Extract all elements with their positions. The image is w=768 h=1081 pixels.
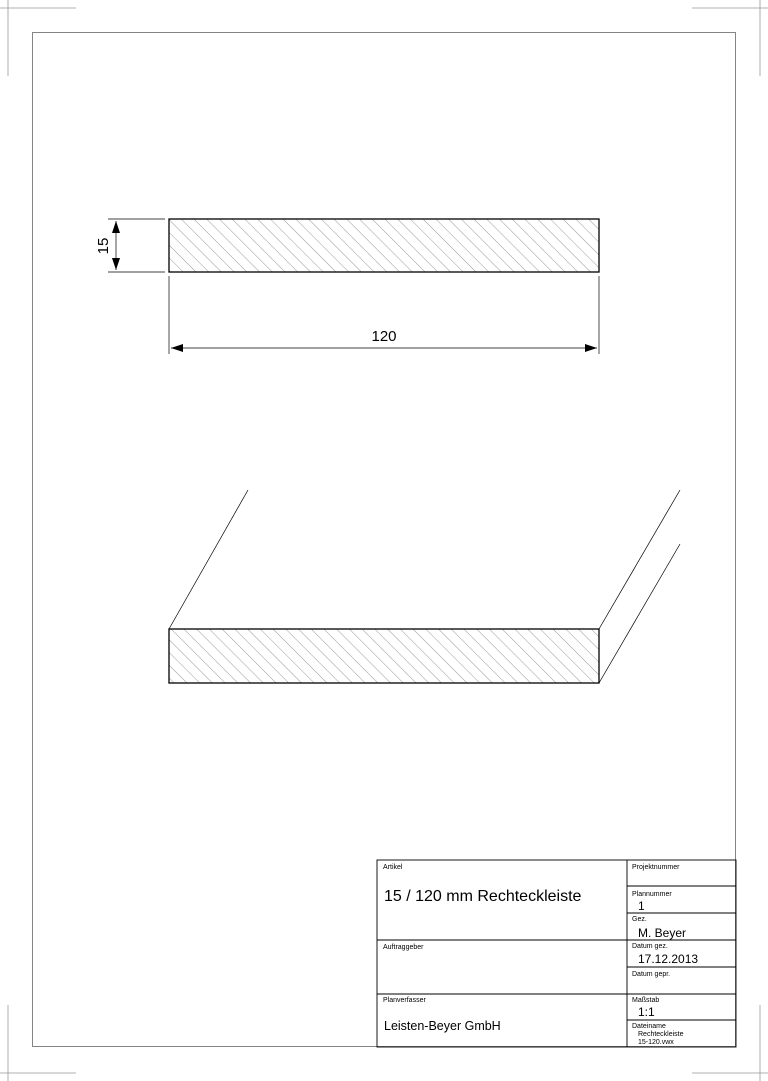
gez-value: M. Beyer [638,926,687,940]
plannummer-value: 1 [638,899,645,913]
datum-gez-label: Datum gez. [632,943,668,950]
planverfasser-value: Leisten-Beyer GmbH [384,1019,501,1033]
isometric-view [169,490,680,683]
massstab-label: Maßstab [632,997,660,1004]
height-dimension-label: 15 [95,237,112,255]
datum-gepr-label: Datum gepr. [632,971,671,978]
title-block [377,860,736,1047]
planverfasser-label: Planverfasser [383,997,426,1004]
datum-gez-value: 17.12.2013 [638,952,699,966]
width-dimension-label: 120 [371,328,397,345]
massstab-value: 1:1 [638,1005,655,1019]
projektnummer-label: Projektnummer [632,864,680,871]
plannummer-label: Plannummer [632,891,672,898]
isometric-front-face [169,629,599,683]
auftraggeber-label: Auftraggeber [383,944,424,951]
dateiname-line2: 15-120.vwx [638,1039,674,1046]
cross-section-view [95,219,599,354]
dateiname-line1: Rechteckleiste [638,1031,684,1038]
height-dimension [108,219,165,272]
cross-section-hatch [169,219,599,272]
gez-label: Gez. [632,916,647,923]
artikel-value: 15 / 120 mm Rechteckleiste [384,888,582,905]
dateiname-label: Dateiname [632,1023,666,1030]
artikel-label: Artikel [383,864,403,871]
